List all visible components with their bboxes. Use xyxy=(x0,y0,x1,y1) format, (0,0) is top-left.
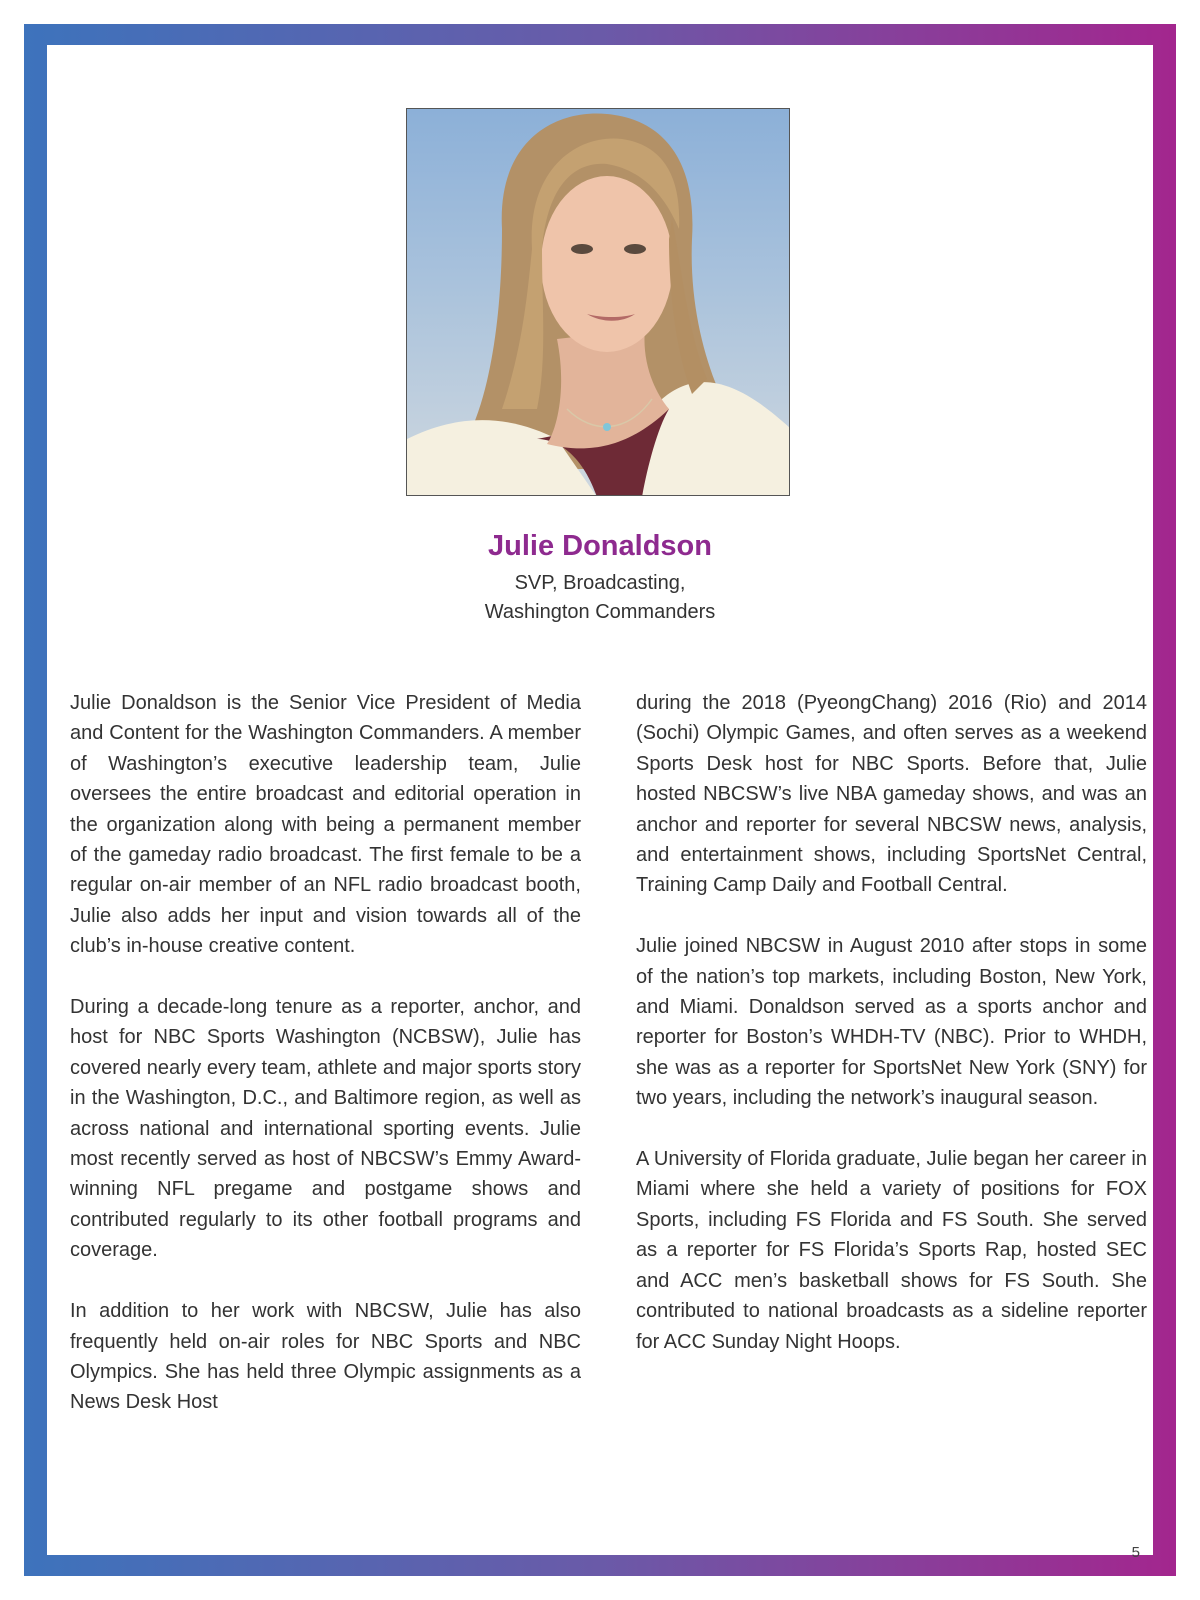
bio-paragraph: During a decade-long tenure as a reporter, anchor, and host for NBC Sports Washington (NCBSW), Julie has covered nearly every team, athlete and major sports story in the Washington, D.C., and Baltimore region, as well as across national and international sporting events. Julie most recently served as host of NBCSW’s Emmy Award-winning NFL pregame and postgame shows and contributed regularly to its other football programs and coverage. xyxy=(70,996,581,1262)
bio-right-column xyxy=(636,688,1147,1387)
organization-name: Washington Commanders xyxy=(484,601,716,623)
bio-left-column xyxy=(70,688,581,1448)
bio-paragraph: In addition to her work with NBCSW, Julie has also frequently held on-air roles for NBC Sports and NBC Olympics. She has held three Olympic assignments as a News Desk Host xyxy=(70,1300,581,1414)
bio-paragraph: A University of Florida graduate, Julie began her career in Miami where she held a variety of positions for FOX Sports, including FS Florida and FS South. She served as a reporter for FS Florida’s Sports Rap, hosted SEC and ACC men’s basketball shows for FS South. She contributed to national broadcasts as a sideline reporter for ACC Sunday Night Hoops. xyxy=(636,1148,1147,1353)
bio-paragraph: Julie joined NBCSW in August 2010 after stops in some of the nation’s top markets, including Boston, New York, and Miami. Donaldson served as a sports anchor and reporter for Boston’s WHDH-TV (NBC). Prior to WHDH, she was as a reporter for SportsNet New York (SNY) for two years, including the network’s inaugural season. xyxy=(636,935,1147,1110)
page-number: 5 xyxy=(1131,1544,1140,1561)
job-title: SVP, Broadcasting, xyxy=(514,572,686,594)
bio-paragraph: Julie Donaldson is the Senior Vice President of Media and Content for the Washington Commanders. A member of Washington’s executive leadership team, Julie oversees the entire broadcast and editorial operation in the organization along with being a permanent member of the gameday radio broadcast. The first female to be a regular on-air member of an NFL radio broadcast booth, Julie also adds her input and vision towards all of the club’s in-house creative content. xyxy=(70,692,581,958)
person-name: Julie Donaldson xyxy=(488,530,712,562)
portrait-photo xyxy=(406,108,790,496)
bio-paragraph: during the 2018 (PyeongChang) 2016 (Rio) and 2014 (Sochi) Olympic Games, and often serves as a weekend Sports Desk host for NBC Sports. Before that, Julie hosted NBCSW’s live NBA gameday shows, and was an anchor and reporter for several NBCSW news, analysis, and entertainment shows, including SportsNet Central, Training Camp Daily and Football Central. xyxy=(636,692,1147,897)
